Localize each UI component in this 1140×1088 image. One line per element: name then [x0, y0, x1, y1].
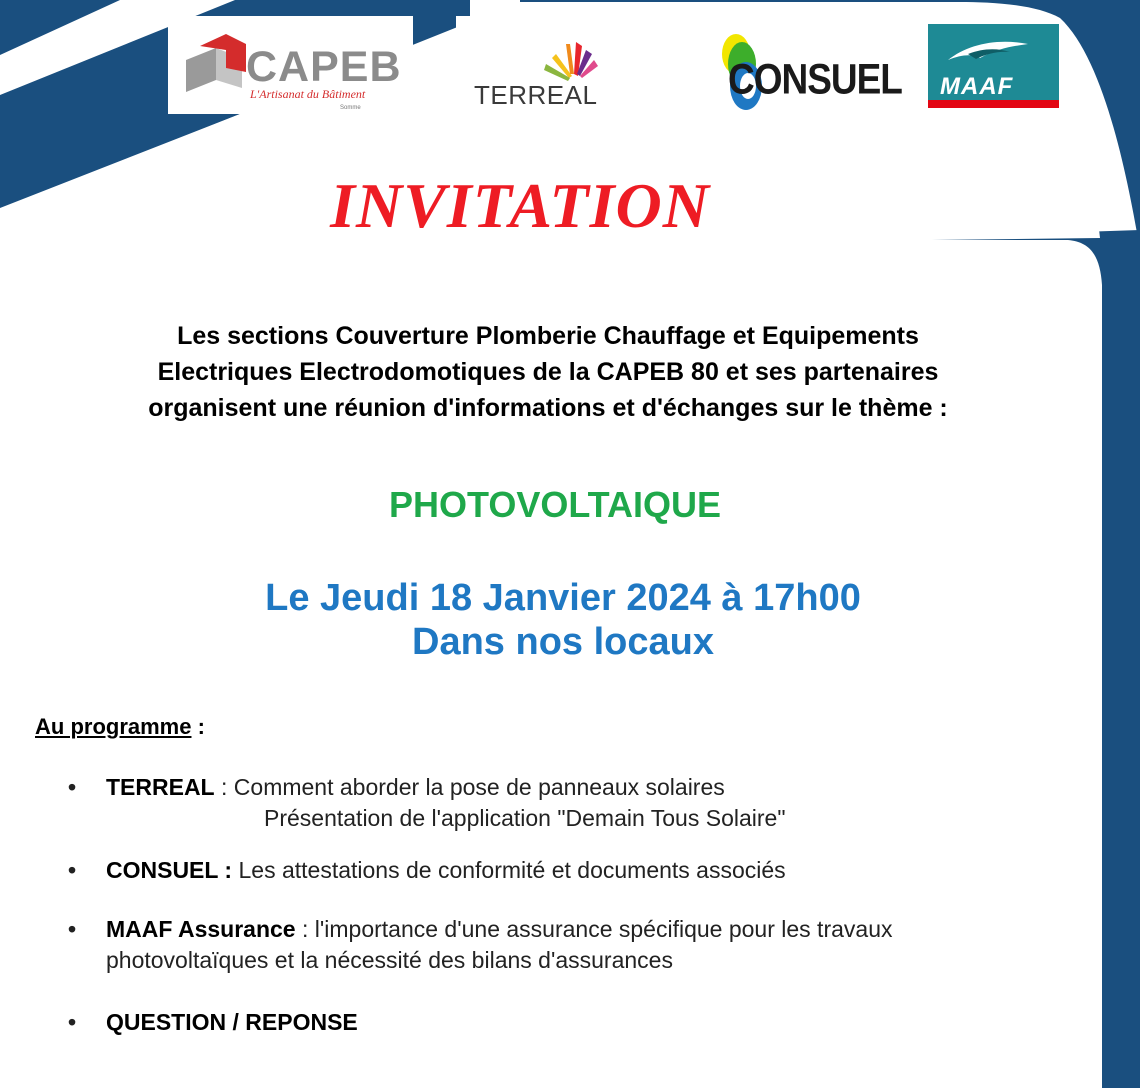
program-item-label: QUESTION / REPONSE	[106, 1009, 358, 1035]
terreal-sun-icon	[540, 36, 610, 86]
program-item-label: TERREAL	[106, 774, 215, 800]
program-item-terreal	[68, 772, 1078, 836]
intro-paragraph	[20, 318, 1076, 426]
program-item-label: CONSUEL :	[106, 857, 233, 883]
program-heading-colon: :	[191, 714, 205, 739]
program-item-label: MAAF Assurance	[106, 916, 296, 942]
maaf-logo	[928, 24, 1059, 108]
program-item-separator: :	[295, 916, 315, 942]
capeb-logo-word: CAPEB	[246, 43, 402, 91]
capeb-logo	[168, 16, 413, 114]
program-item-consuel	[68, 855, 1078, 889]
program-heading-label: Au programme	[35, 714, 192, 739]
program-item-description: l'importance d'une assurance spécifique pour les travaux	[314, 916, 893, 942]
program-item-maaf	[68, 914, 1078, 978]
intro-line: Electriques Electrodomotiques de la CAPEB 80 et ses partenaires	[157, 358, 939, 386]
event-location: Dans nos locaux	[412, 621, 714, 663]
program-item-description: Comment aborder la pose de panneaux solaires	[233, 774, 725, 800]
bullet-icon: •	[68, 1009, 77, 1035]
bullet-icon: •	[68, 774, 77, 800]
bullet-icon: •	[68, 857, 77, 883]
maaf-logo-word: MAAF	[940, 73, 1014, 100]
program-heading	[35, 716, 205, 738]
theme-heading: PHOTOVOLTAIQUE	[388, 484, 721, 525]
program-item-description: photovoltaïques et la nécessité des bilans d'assurances	[106, 947, 673, 973]
program-item-text	[106, 914, 1076, 976]
program-item-text	[106, 855, 1076, 886]
capeb-logo-tagline: L'Artisanat du Bâtiment	[250, 87, 366, 101]
program-item-questions	[68, 1007, 1078, 1041]
program-item-separator: :	[214, 774, 234, 800]
capeb-cube-icon	[176, 28, 256, 108]
program-item-line	[106, 772, 1076, 803]
program-item-description: Les attestations de conformité et documents associés	[238, 857, 786, 883]
bullet-icon: •	[68, 916, 77, 942]
event-date-block	[160, 576, 966, 664]
program-item-description: Présentation de l'application "Demain Tous Solaire"	[264, 805, 786, 831]
capeb-logo-region: Somme	[340, 105, 361, 111]
consuel-logo	[700, 16, 900, 114]
intro-line: organisent une réunion d'informations et d'échanges sur le thème :	[148, 394, 948, 422]
program-item-line	[106, 855, 1076, 886]
program-item-line	[106, 1007, 1076, 1038]
intro-line: Les sections Couverture Plomberie Chauffage et Equipements	[177, 322, 919, 350]
program-item-text	[106, 772, 1076, 834]
program-item-text	[106, 1007, 1076, 1038]
terreal-logo-word: TERREAL	[474, 80, 598, 110]
invitation-title: INVITATION	[330, 170, 710, 241]
left-diagonal-band	[0, 0, 120, 55]
event-date: Le Jeudi 18 Janvier 2024 à 17h00	[265, 577, 861, 619]
terreal-logo	[456, 16, 642, 114]
program-item-line	[106, 914, 1076, 945]
consuel-logo-word: CONSUEL	[728, 55, 902, 103]
